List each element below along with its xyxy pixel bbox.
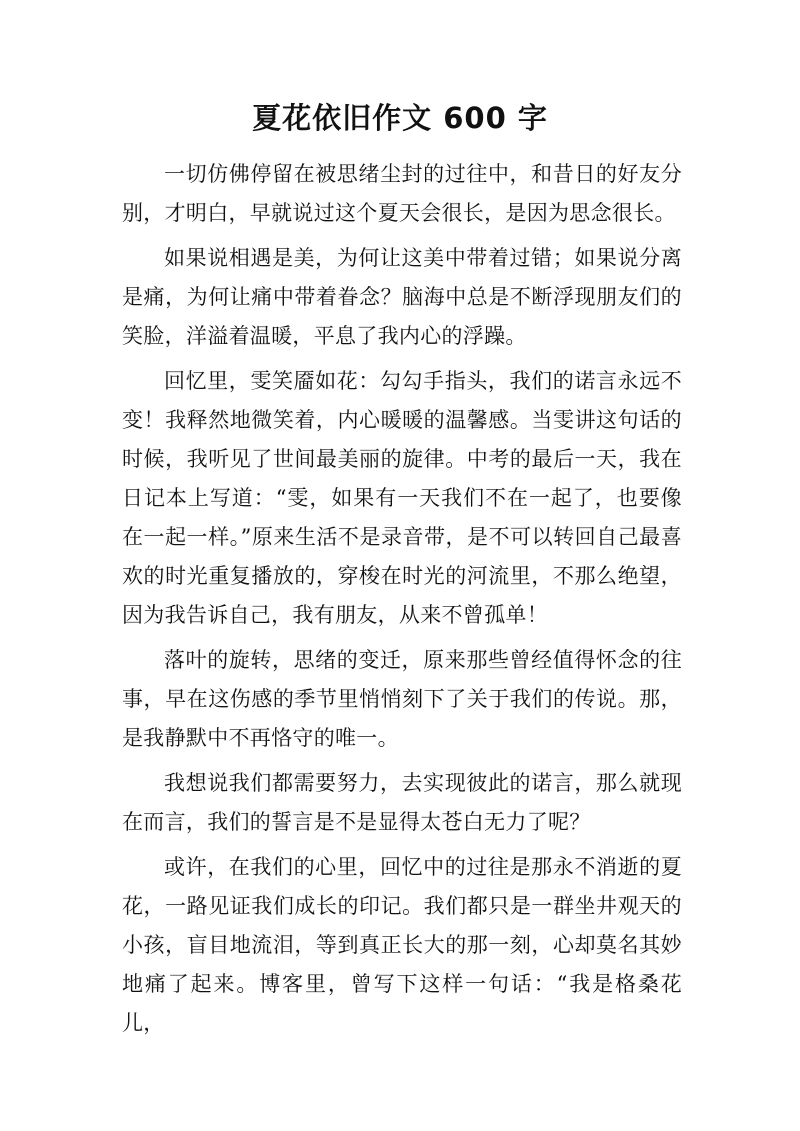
paragraph: 或许，在我们的心里，回忆中的过往是那永不消逝的夏花，一路见证我们成长的印记。我们都只是一群坐井观天的小孩，盲目地流泪，等到真正长大的那一刻，心却莫名其妙地痛了起来。博客里，曾写下这样一句话：“我是格桑花儿， bbox=[122, 855, 682, 1035]
paragraph: 一切仿佛停留在被思绪尘封的过往中，和昔日的好友分别，才明白，早就说过这个夏天会很长，是因为思念很长。 bbox=[122, 162, 682, 225]
paragraph: 如果说相遇是美，为何让这美中带着过错；如果说分离是痛，为何让痛中带着眷念？脑海中总是不断浮现朋友们的笑脸，洋溢着温暖，平息了我内心的浮躁。 bbox=[122, 246, 682, 348]
paragraph: 我想说我们都需要努力，去实现彼此的诺言，那么就现在而言，我们的誓言是不是显得太苍白无力了呢？ bbox=[122, 771, 682, 834]
paragraph: 回忆里，雯笑靥如花：勾勾手指头，我们的诺言永远不变！我释然地微笑着，内心暖暖的温馨感。当雯讲这句话的时候，我听见了世间最美丽的旋律。中考的最后一天，我在日记本上写道：“雯，如果有一天我们不在一起了，也要像在一起一样。”原来生活不是录音带，是不可以转回自己最喜欢的时光重复播放的，穿梭在时光的河流里，不那么绝望，因为我告诉自己，我有朋友，从来不曾孤单！ bbox=[122, 369, 682, 627]
essay-body bbox=[122, 155, 682, 1049]
page-title: 夏花依旧作文 600 字 bbox=[252, 101, 548, 135]
paragraph: 落叶的旋转，思绪的变迁，原来那些曾经值得怀念的往事，早在这伤感的季节里悄悄刻下了关于我们的传说。那，是我静默中不再恪守的唯一。 bbox=[122, 648, 682, 750]
